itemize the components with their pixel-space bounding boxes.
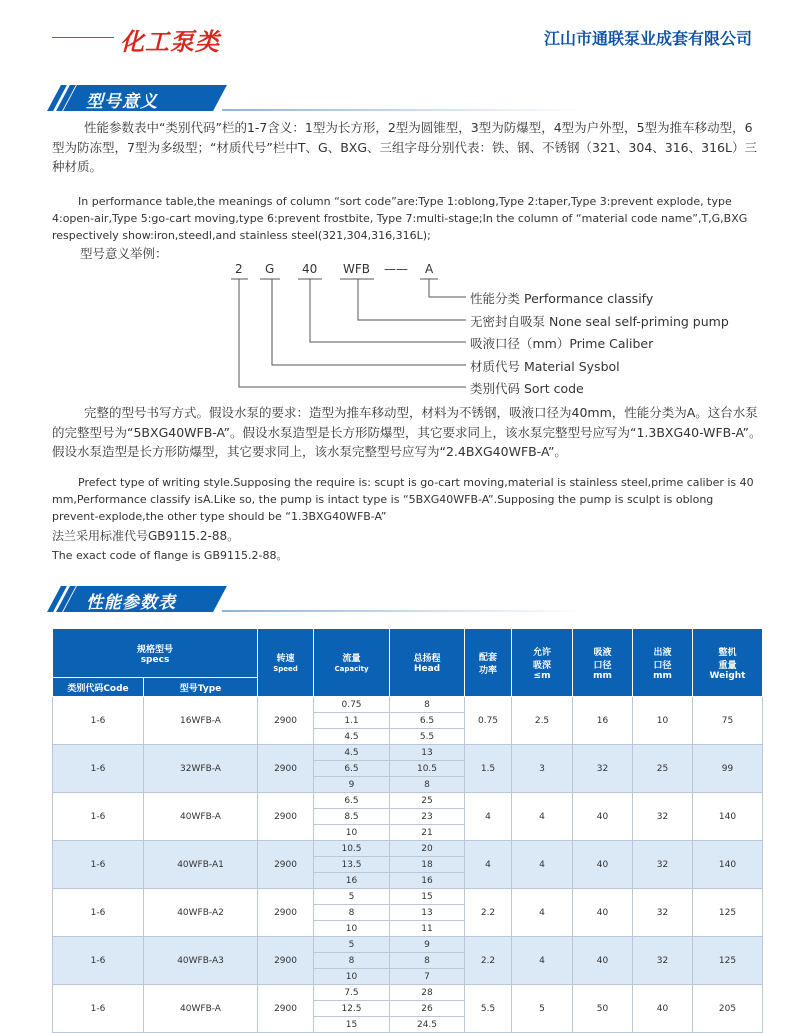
flange-standard-cn: 法兰采用标准代号GB9115.2-88。: [52, 529, 240, 543]
cell-speed: 2900: [258, 985, 314, 1033]
header-outlet: 出液 口径 mm: [633, 629, 693, 697]
cell-sort-code: 1-6: [53, 937, 144, 985]
cell-capacity: 0.75: [314, 697, 390, 713]
cell-power: 2.2: [465, 889, 512, 937]
cell-head: 7: [390, 969, 465, 985]
cell-capacity: 9: [314, 777, 390, 793]
cell-type: 40WFB-A3: [144, 937, 258, 985]
cell-weight: 125: [693, 937, 763, 985]
code-part-material: G: [265, 262, 275, 276]
cell-inlet: 40: [573, 937, 633, 985]
legend-pump-type: 无密封自吸泵 None seal self-priming pump: [470, 314, 729, 329]
cell-outlet: 32: [633, 937, 693, 985]
cell-weight: 99: [693, 745, 763, 793]
cell-head: 25: [390, 793, 465, 809]
header-inlet: 吸液 口径 mm: [573, 629, 633, 697]
cell-power: 1.5: [465, 745, 512, 793]
cell-sort-code: 1-6: [53, 985, 144, 1033]
cell-capacity: 10: [314, 969, 390, 985]
cell-capacity: 8.5: [314, 809, 390, 825]
table-row: [53, 937, 763, 953]
cell-weight: 125: [693, 889, 763, 937]
cell-head: 13: [390, 905, 465, 921]
cell-speed: 2900: [258, 937, 314, 985]
cell-capacity: 10: [314, 921, 390, 937]
cell-inlet: 16: [573, 697, 633, 745]
header-suction: 允许 吸深 ≤m: [512, 629, 573, 697]
example-label: 型号意义举例：: [80, 246, 168, 261]
cell-suction: 5: [512, 985, 573, 1033]
table-row: [53, 889, 763, 905]
cell-inlet: 40: [573, 889, 633, 937]
cell-capacity: 6.5: [314, 761, 390, 777]
cell-suction: 4: [512, 841, 573, 889]
brand-title: 化工泵类: [120, 27, 220, 56]
section-title: 性能参数表: [86, 593, 176, 613]
code-part-caliber: 40: [302, 262, 318, 276]
cell-capacity: 13.5: [314, 857, 390, 873]
cell-capacity: 1.1: [314, 713, 390, 729]
cell-outlet: 40: [633, 985, 693, 1033]
cell-power: 0.75: [465, 697, 512, 745]
cell-suction: 4: [512, 793, 573, 841]
header-power: 配套 功率: [465, 629, 512, 697]
cell-speed: 2900: [258, 889, 314, 937]
cell-head: 6.5: [390, 713, 465, 729]
cell-speed: 2900: [258, 841, 314, 889]
cell-head: 8: [390, 777, 465, 793]
cell-capacity: 15: [314, 1017, 390, 1033]
cell-suction: 2.5: [512, 697, 573, 745]
code-part-sort: 2: [235, 262, 243, 276]
cell-capacity: 8: [314, 953, 390, 969]
cell-inlet: 50: [573, 985, 633, 1033]
cell-capacity: 5: [314, 889, 390, 905]
cell-head: 9: [390, 937, 465, 953]
cell-suction: 3: [512, 745, 573, 793]
cell-head: 8: [390, 953, 465, 969]
full-model-paragraph-en: Prefect type of writing style.Supposing the require is: scupt is go-cart moving,material is stainless steel,prime caliber is 40 mm,Performance classify isA.Like so, the pump is intact type is “5BXG40WFB-A”.Supposing the pump is sculpt is oblong prevent-explode,the other type should be “1.3BXG40WFB-A”: [52, 476, 754, 523]
header-capacity: 流量 Capacity: [314, 629, 390, 697]
cell-speed: 2900: [258, 745, 314, 793]
cell-head: 16: [390, 873, 465, 889]
cell-speed: 2900: [258, 697, 314, 745]
company-name: 江山市通联泵业成套有限公司: [543, 29, 752, 48]
cell-capacity: 10: [314, 825, 390, 841]
header-weight: 整机 重量 Weight: [693, 629, 763, 697]
table-row: [53, 745, 763, 761]
cell-inlet: 32: [573, 745, 633, 793]
cell-head: 28: [390, 985, 465, 1001]
cell-suction: 4: [512, 889, 573, 937]
header-type: 型号Type: [144, 678, 258, 697]
cell-weight: 75: [693, 697, 763, 745]
cell-power: 2.2: [465, 937, 512, 985]
header-head: 总扬程 Head: [390, 629, 465, 697]
cell-sort-code: 1-6: [53, 745, 144, 793]
cell-outlet: 32: [633, 889, 693, 937]
cell-power: 5.5: [465, 985, 512, 1033]
cell-capacity: 16: [314, 873, 390, 889]
cell-head: 13: [390, 745, 465, 761]
cell-sort-code: 1-6: [53, 889, 144, 937]
legend-performance-classify: 性能分类 Performance classify: [470, 291, 654, 306]
cell-head: 11: [390, 921, 465, 937]
cell-capacity: 5: [314, 937, 390, 953]
cell-type: 40WFB-A2: [144, 889, 258, 937]
cell-capacity: 6.5: [314, 793, 390, 809]
code-part-class: A: [425, 262, 434, 276]
cell-capacity: 4.5: [314, 745, 390, 761]
cell-capacity: 8: [314, 905, 390, 921]
legend-sort-code: 类别代码 Sort code: [470, 381, 584, 396]
code-leader-lines: [0, 0, 790, 420]
cell-sort-code: 1-6: [53, 841, 144, 889]
cell-power: 4: [465, 793, 512, 841]
cell-head: 15: [390, 889, 465, 905]
table-row: [53, 697, 763, 713]
cell-type: 16WFB-A: [144, 697, 258, 745]
cell-outlet: 10: [633, 697, 693, 745]
header-sort-code: 类别代码Code: [53, 678, 144, 697]
cell-type: 40WFB-A1: [144, 841, 258, 889]
cell-head: 23: [390, 809, 465, 825]
cell-capacity: 10.5: [314, 841, 390, 857]
legend-material-symbol: 材质代号 Material Sysbol: [470, 359, 620, 374]
cell-type: 40WFB-A: [144, 793, 258, 841]
cell-type: 32WFB-A: [144, 745, 258, 793]
cell-type: 40WFB-A: [144, 985, 258, 1033]
cell-head: 20: [390, 841, 465, 857]
table-row: [53, 793, 763, 809]
header-specs: 规格型号 specs: [53, 629, 258, 678]
cell-power: 4: [465, 841, 512, 889]
cell-suction: 4: [512, 937, 573, 985]
cell-head: 21: [390, 825, 465, 841]
table-row: [53, 841, 763, 857]
cell-head: 5.5: [390, 729, 465, 745]
cell-weight: 140: [693, 793, 763, 841]
cell-weight: 140: [693, 841, 763, 889]
code-part-dash: ——: [384, 262, 408, 276]
cell-speed: 2900: [258, 793, 314, 841]
cell-inlet: 40: [573, 841, 633, 889]
cell-capacity: 7.5: [314, 985, 390, 1001]
cell-outlet: 25: [633, 745, 693, 793]
cell-sort-code: 1-6: [53, 793, 144, 841]
table-row: [53, 985, 763, 1001]
performance-table-body: [53, 697, 763, 1033]
header-speed: 转速 Speed: [258, 629, 314, 697]
model-meaning-paragraph-en: In performance table,the meanings of column “sort code”are:Type 1:oblong,Type 2:taper,Type 3:prevent explode, type 4:open-air,Type 5:go-cart moving,type 6:prevent frostbite, Type 7:multi-stage;In the column of “material code name”,T,G,BXG respectively show:iron,steedl,and stainless steel(321,304,316,316L);: [52, 195, 748, 242]
cell-sort-code: 1-6: [53, 697, 144, 745]
section-title: 型号意义: [86, 92, 158, 112]
cell-head: 24.5: [390, 1017, 465, 1033]
cell-capacity: 12.5: [314, 1001, 390, 1017]
cell-outlet: 32: [633, 793, 693, 841]
performance-table: [52, 628, 763, 1033]
cell-head: 18: [390, 857, 465, 873]
cell-head: 10.5: [390, 761, 465, 777]
cell-head: 26: [390, 1001, 465, 1017]
cell-capacity: 4.5: [314, 729, 390, 745]
full-model-paragraph-cn: 完整的型号书写方式。假设水泵的要求：造型为推车移动型，材料为不锈钢，吸液口径为40mm，性能分类为A。这台水泵的完整型号为“5BXG40WFB-A”。假设水泵造型是长方形防爆型，其它要求同上，该水泵完整型号应写为“1.3BXG40-WFB-A”。假设水泵造型是长方形防爆型，其它要求同上，该水泵完整型号应写为“2.4BXG40WFB-A”。: [52, 405, 762, 459]
cell-weight: 205: [693, 985, 763, 1033]
flange-standard-en: The exact code of flange is GB9115.2-88。: [52, 549, 288, 562]
code-part-pump: WFB: [343, 262, 370, 276]
model-meaning-paragraph-cn: 性能参数表中“类别代码”栏的1-7含义：1型为长方形，2型为圆锥型，3型为防爆型，4型为户外型，5型为推车移动型，6型为防冻型，7型为多级型；“材质代号”栏中T、G、BXG、三组字母分别代表：铁、钢、不锈钢（321、304、316、316L）三种材质。: [52, 120, 757, 174]
cell-inlet: 40: [573, 793, 633, 841]
cell-outlet: 32: [633, 841, 693, 889]
legend-prime-caliber: 吸液口径（mm）Prime Caliber: [470, 336, 654, 351]
section-banner-performance: [54, 586, 214, 612]
cell-head: 8: [390, 697, 465, 713]
